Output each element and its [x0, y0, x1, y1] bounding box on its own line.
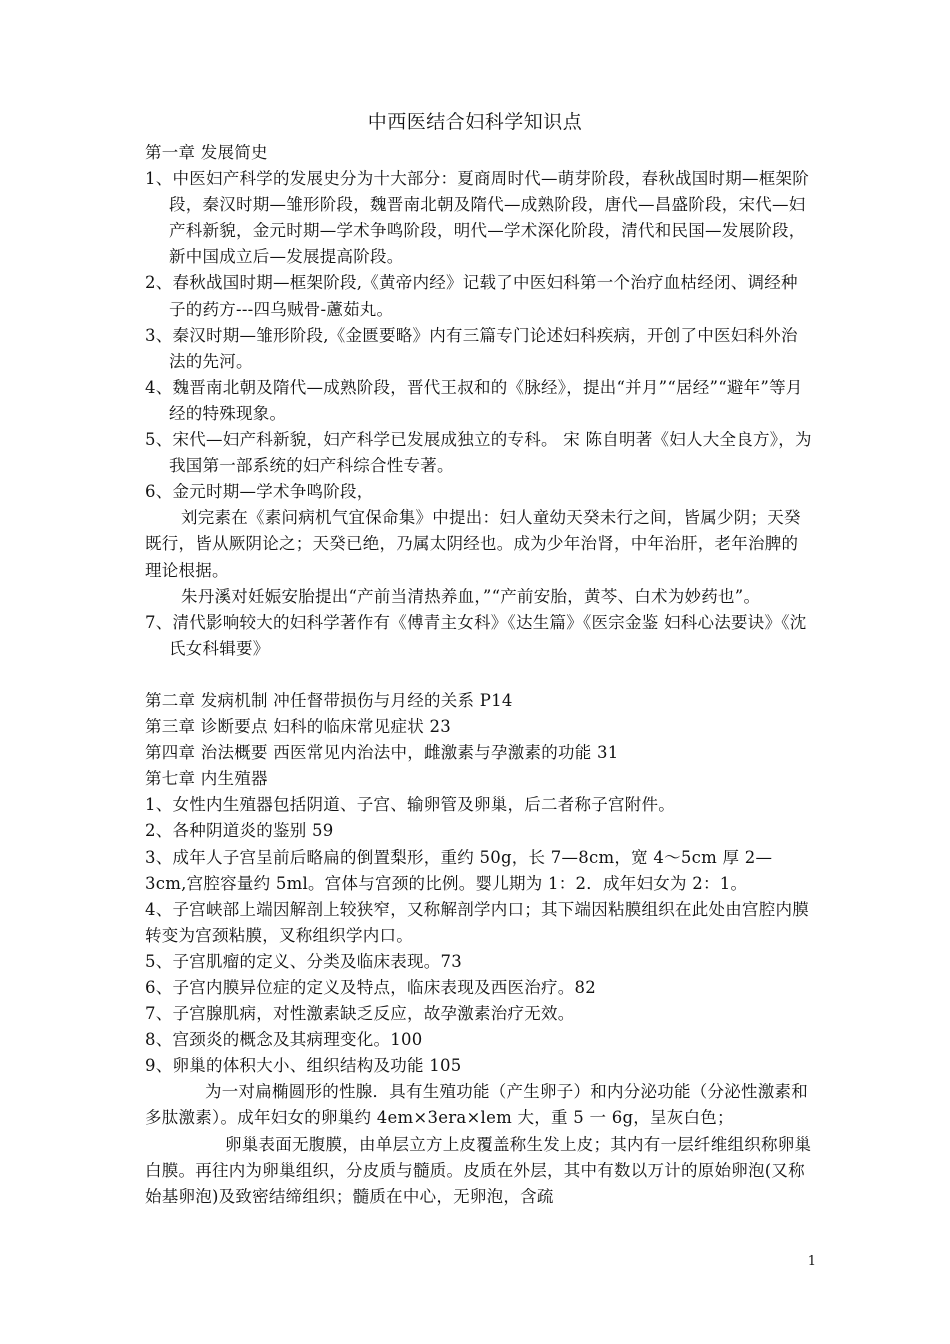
chapter-1-item-5: 5、宋代—妇产科新貌，妇产科学已发展成独立的专科。 宋 陈自明著《妇人大全良方》，为我国第一部系统的妇产科综合性专著。	[145, 430, 812, 476]
ovary-description-part-a: 为一对扁椭圆形的性腺．具有生殖功能（产生卵子）和内分泌功能（分泌性激素和多肽激素）。成年妇女的卵巢约 4em×3era×lem 大，重 5 一 6g，呈灰白色；	[145, 1082, 808, 1128]
chapter-7-item-9-paragraph	[145, 1079, 813, 1209]
chapter-1-item-6-paragraph-liu: 刘完素在《素问病机气宜保命集》中提出：妇人童幼天癸未行之间，皆属少阴；天癸既行，皆从厥阴论之；天癸已绝，乃属太阴经也。成为少年治肾，中年治肝，老年治脾的理论根据。	[145, 508, 801, 580]
chapter-7-item-9: 9、卵巢的体积大小、组织结构及功能 105	[145, 1056, 462, 1076]
chapter-7-item-7: 7、子宫腺肌病，对性激素缺乏反应，故孕激素治疗无效。	[145, 1004, 575, 1024]
chapter-4-line: 第四章 治法概要 西医常见内治法中，雌激素与孕激素的功能 31	[145, 743, 619, 763]
chapter-7-item-1: 1、女性内生殖器包括阴道、子宫、输卵管及卵巢，后二者称子宫附件。	[145, 795, 675, 815]
chapter-2-line: 第二章 发病机制 冲任督带损伤与月经的关系 P14	[145, 690, 513, 710]
chapter-1-item-1: 1、中医妇产科学的发展史分为十大部分：夏商周时代—萌芽阶段，春秋战国时期—框架阶段，秦汉时期—雏形阶段，魏晋南北朝及隋代—成熟阶段，唐代—昌盛阶段，宋代—妇产科新貌，金元时期—学术争鸣阶段，明代—学术深化阶段，清代和民国—发展阶段，新中国成立后—发展提高阶段。	[145, 169, 809, 267]
chapter-1-item-7: 7、清代影响较大的妇科学著作有《傅青主女科》《达生篇》《医宗金鉴 妇科心法要诀》《沈氏女科辑要》	[145, 612, 807, 658]
chapter-7-item-5: 5、子宫肌瘤的定义、分类及临床表现。73	[145, 951, 462, 971]
chapter-3-line: 第三章 诊断要点 妇科的临床常见症状 23	[145, 717, 451, 737]
chapter-1-item-3: 3、秦汉时期—雏形阶段,《金匮要略》内有三篇专门论述妇科疾病，开创了中医妇科外治法的先河。	[145, 325, 798, 371]
chapter-1-item-6-paragraph-zhu: 朱丹溪对妊娠安胎提出“产前当清热养血，”“产前安胎，黄芩、白术为妙药也”。	[181, 586, 761, 606]
chapter-1-heading: 第一章 发展简史	[145, 143, 268, 162]
chapter-7-heading: 第七章 内生殖器	[145, 769, 268, 789]
chapter-7-item-8: 8、宫颈炎的概念及其病理变化。100	[145, 1030, 423, 1050]
chapter-7-item-6: 6、子宫内膜异位症的定义及特点，临床表现及西医治疗。82	[145, 978, 596, 997]
chapter-7-item-4: 4、子宫峡部上端因解剖上较狭窄，又称解剖学内口；其下端因粘膜组织在此处由宫腔内膜转变为宫颈粘膜，叉称组织学内口。	[145, 899, 809, 945]
chapter-1-item-2: 2、春秋战国时期—框架阶段,《黄帝内经》记载了中医妇科第一个治疗血枯经闭、调经种子的药方---四乌贼骨-藘茹丸。	[145, 273, 798, 319]
document-title: 中西医结合妇科学知识点	[367, 111, 583, 133]
chapter-1-item-6: 6、金元时期—学术争鸣阶段，	[145, 482, 374, 502]
page-number: 1	[807, 1254, 816, 1269]
document-body	[145, 140, 813, 1210]
chapter-7-item-3: 3、成年人子宫呈前后略扁的倒置梨形，重约 50g，长 7—8cm，宽 4～5cm 厚 2—3cm,宫腔容量约 5ml。宫体与宫颈的比例。婴儿期为 1：2．成年妇女为 2：1。	[145, 847, 773, 893]
chapter-1-item-4: 4、魏晋南北朝及隋代—成熟阶段，晋代王叔和的《脉经》，提出“并月”“居经”“避年”等月经的特殊现象。	[145, 377, 803, 423]
blank-line	[145, 662, 813, 688]
chapter-7-item-2: 2、各种阴道炎的鉴别 59	[145, 821, 334, 841]
ovary-description-part-b: 卵巢表面无腹膜，由单层立方上皮覆盖称生发上皮；其内有一层纤维组织称卵巢白膜。再往内为卵巢组织，分皮质与髓质。皮质在外层，其中有数以万计的原始卵泡(又称始基卵泡)及致密结缔组织；髓质在中心，无卵泡，含疏	[145, 1134, 812, 1206]
